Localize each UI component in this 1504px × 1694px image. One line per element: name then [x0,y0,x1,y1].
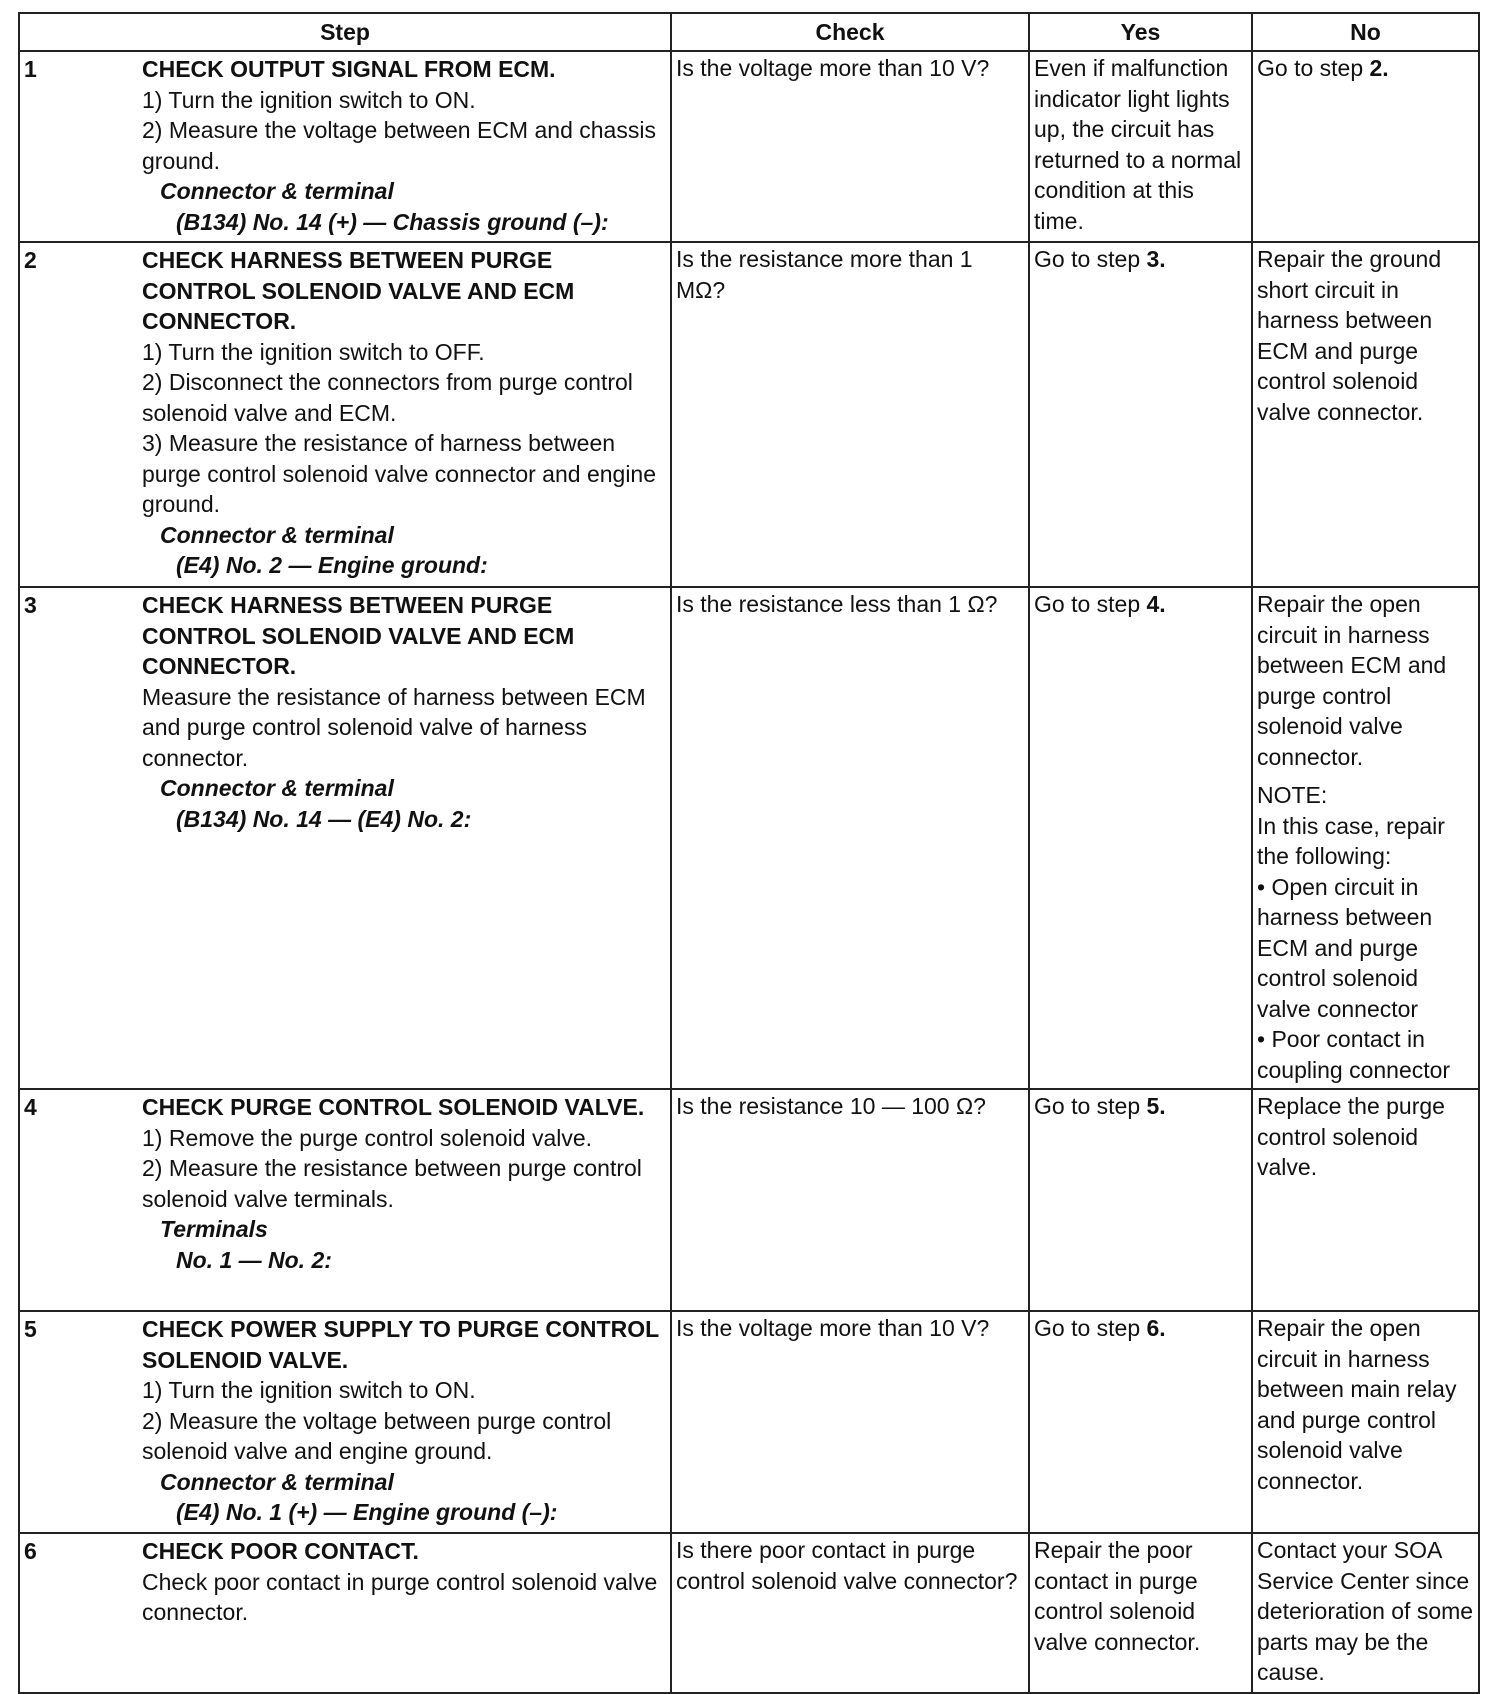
note-bullet: • Open circuit in harness between ECM and purge control solenoid valve connector [1257,873,1433,1022]
step-instruction: 1) Turn the ignition switch to ON. [142,1377,476,1403]
step-cell [19,1089,671,1311]
no-cell [1252,1311,1479,1533]
yes-step-ref: 4. [1146,591,1166,617]
check-question: Is the resistance more than 1 MΩ? [676,246,973,303]
connector-terminal: (E4) No. 2 — Engine ground: [176,552,488,578]
step-number: 4 [24,1094,37,1120]
step-instruction: 2) Disconnect the connectors from purge control solenoid valve and ECM. [142,369,633,426]
no-cell [1252,242,1479,587]
header-yes: Yes [1029,13,1252,51]
step-number: 3 [24,592,37,618]
no-cell [1252,51,1479,242]
step-heading: CHECK POOR CONTACT. [142,1538,419,1564]
no-step-ref: 2. [1369,55,1389,81]
step-cell [19,587,671,1089]
yes-cell [1029,587,1252,1089]
step-instruction: 1) Turn the ignition switch to ON. [142,86,476,113]
check-cell [671,1533,1029,1693]
step-instruction: 2) Measure the voltage between ECM and chassis ground. [142,117,656,174]
no-action: Contact your SOA Service Center since deterioration of some parts may be the cause. [1257,1537,1474,1685]
yes-step-ref: 3. [1146,246,1166,272]
yes-action: Go to step [1034,591,1141,617]
step-heading: CHECK POWER SUPPLY TO PURGE CONTROL SOLENOID VALVE. [142,1316,659,1373]
diagnostic-table [18,12,1480,1694]
table-row [19,1089,1479,1311]
yes-cell [1029,1089,1252,1311]
step-instruction: 1) Remove the purge control solenoid valve. [142,1124,593,1151]
check-question: Is there poor contact in purge control solenoid valve connector? [676,1537,1018,1594]
check-question: Is the resistance 10 — 100 Ω? [676,1093,986,1119]
yes-action: Even if malfunction indicator light lights up, the circuit has returned to a normal condition at this time. [1034,55,1242,234]
connector-terminal: (B134) No. 14 (+) — Chassis ground (–): [176,208,609,235]
yes-step-ref: 5. [1146,1093,1166,1119]
connector-terminal: (E4) No. 1 (+) — Engine ground (–): [176,1499,558,1525]
step-instruction: 1) Turn the ignition switch to OFF. [142,338,485,365]
table-row [19,587,1479,1089]
connector-label: Connector & terminal [160,521,394,548]
table-row [19,1311,1479,1533]
step-number: 2 [24,247,37,273]
step-number: 1 [24,56,37,82]
check-question: Is the resistance less than 1 Ω? [676,591,998,617]
terminals-label: Terminals [160,1216,268,1242]
table-row [19,242,1479,587]
terminals-value: No. 1 — No. 2: [176,1246,332,1273]
check-cell [671,242,1029,587]
step-instruction: Check poor contact in purge control solenoid valve connector. [142,1568,658,1625]
header-no: No [1252,13,1479,51]
yes-cell [1029,51,1252,242]
check-cell [671,587,1029,1089]
no-action: Repair the open circuit in harness between ECM and purge control solenoid valve connector. [1257,591,1447,770]
check-question: Is the voltage more than 10 V? [676,55,990,81]
diagnostic-procedure-sheet [18,12,1478,1694]
no-action: Repair the ground short circuit in harness between ECM and purge control solenoid valve connector. [1257,246,1442,425]
step-instruction: 2) Measure the voltage between purge control solenoid valve and engine ground. [142,1407,612,1464]
no-cell [1252,1089,1479,1311]
step-cell [19,242,671,587]
step-number: 6 [24,1538,37,1564]
yes-action: Go to step [1034,246,1141,272]
no-cell [1252,1533,1479,1693]
table-header-row [19,13,1479,51]
no-cell [1252,587,1479,1089]
step-instruction: Measure the resistance of harness between ECM and purge control solenoid valve of harness connector. [142,683,646,771]
connector-label: Connector & terminal [160,178,394,204]
check-question: Is the voltage more than 10 V? [676,1315,990,1341]
step-cell [19,1533,671,1693]
connector-label: Connector & terminal [160,1468,394,1495]
step-heading: CHECK PURGE CONTROL SOLENOID VALVE. [142,1094,645,1120]
check-cell [671,1311,1029,1533]
step-cell [19,1311,671,1533]
connector-terminal: (B134) No. 14 — (E4) No. 2: [176,805,472,832]
no-action: Replace the purge control solenoid valve. [1257,1093,1445,1180]
yes-cell [1029,1533,1252,1693]
no-action: Go to step [1257,55,1364,81]
table-row [19,51,1479,242]
step-cell [19,51,671,242]
step-heading: CHECK HARNESS BETWEEN PURGE CONTROL SOLENOID VALVE AND ECM CONNECTOR. [142,592,575,679]
yes-action: Go to step [1034,1093,1141,1119]
no-action: Repair the open circuit in harness between main relay and purge control solenoid valve connector. [1257,1315,1457,1494]
table-row [19,1533,1479,1693]
header-check: Check [671,13,1029,51]
note-intro: In this case, repair the following: [1257,812,1445,869]
step-instruction: 2) Measure the resistance between purge control solenoid valve terminals. [142,1155,642,1212]
yes-cell [1029,242,1252,587]
note-label: NOTE: [1257,782,1328,808]
check-cell [671,1089,1029,1311]
yes-step-ref: 6. [1146,1315,1166,1341]
yes-cell [1029,1311,1252,1533]
yes-action: Go to step [1034,1315,1141,1341]
step-instruction: 3) Measure the resistance of harness between purge control solenoid valve connector and engine ground. [142,430,657,517]
yes-action: Repair the poor contact in purge control solenoid valve connector. [1034,1537,1201,1655]
connector-label: Connector & terminal [160,775,394,801]
note-bullet: • Poor contact in coupling connector [1257,1026,1451,1083]
step-heading: CHECK OUTPUT SIGNAL FROM ECM. [142,56,556,82]
header-step: Step [19,13,671,51]
step-number: 5 [24,1316,37,1342]
step-heading: CHECK HARNESS BETWEEN PURGE CONTROL SOLENOID VALVE AND ECM CONNECTOR. [142,247,575,334]
check-cell [671,51,1029,242]
